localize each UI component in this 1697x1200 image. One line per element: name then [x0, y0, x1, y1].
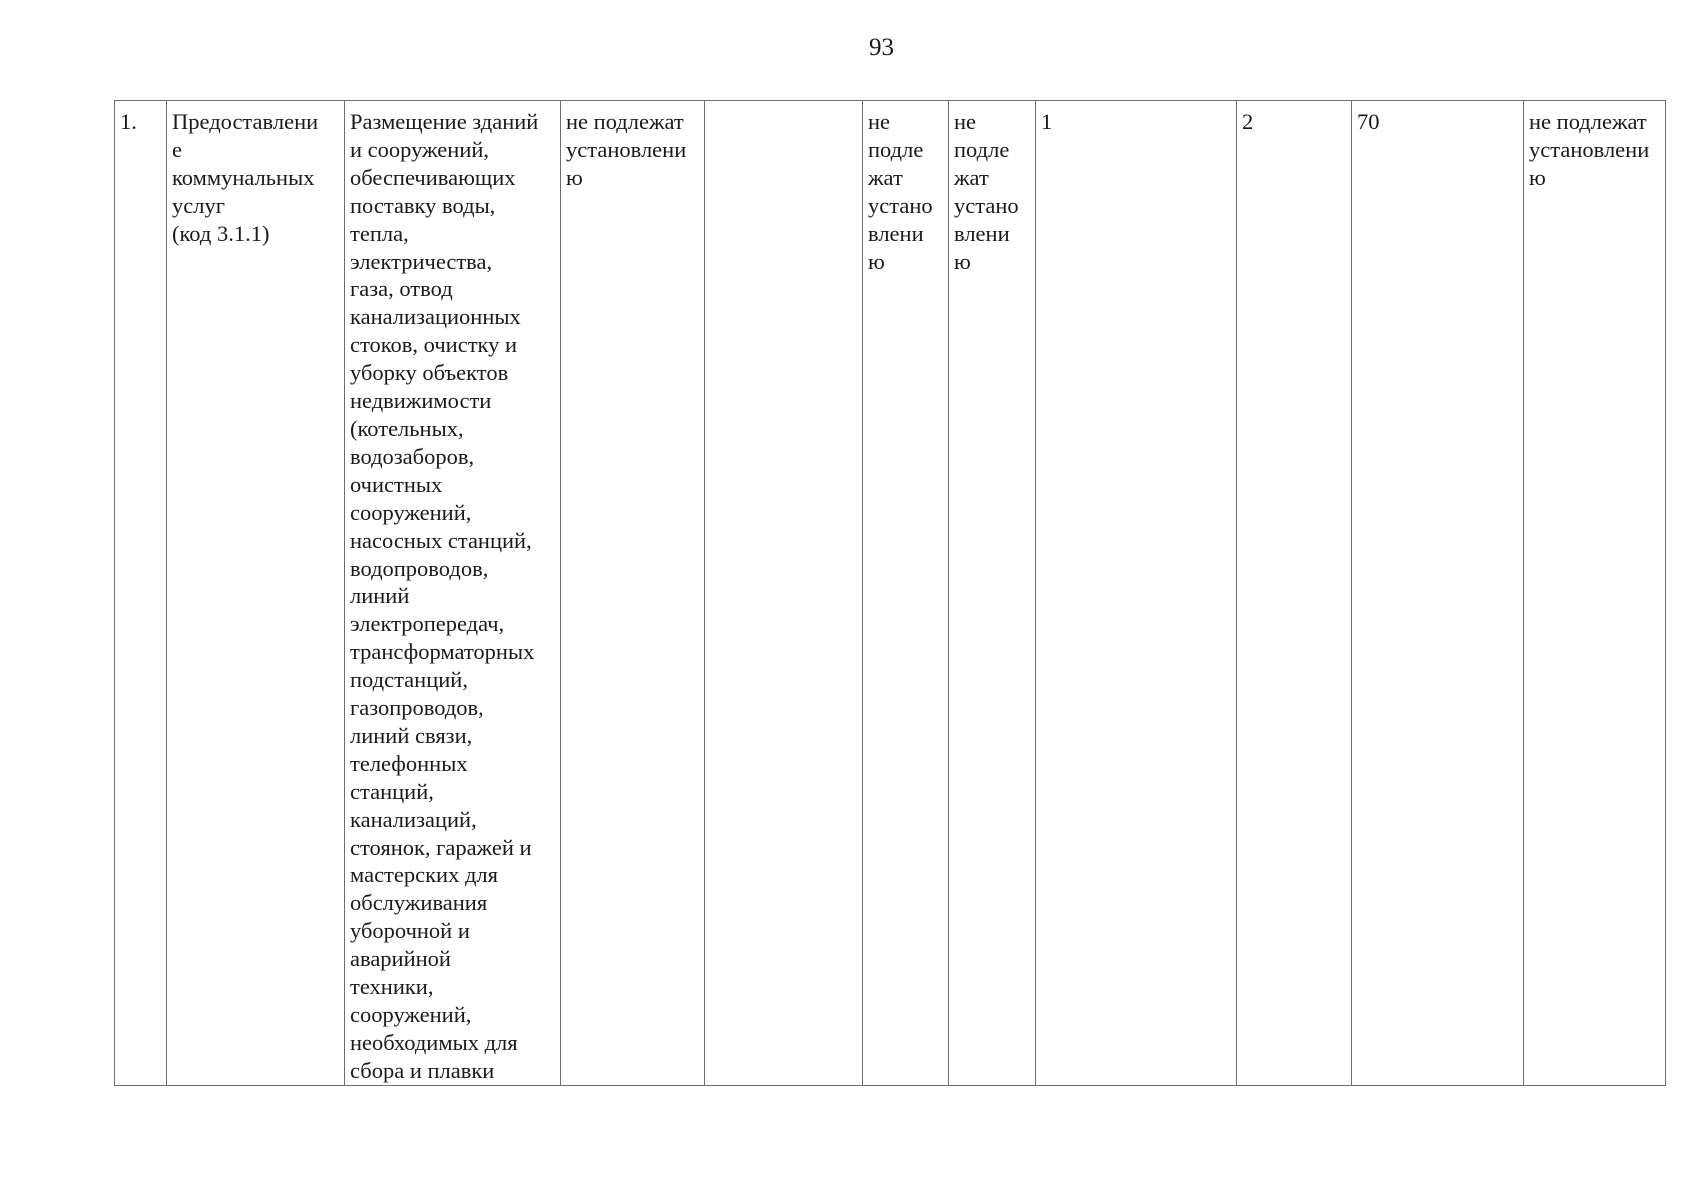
cell-use-type-name: Предоставлени е коммунальных услуг (код 3.1.1) — [167, 101, 345, 1086]
regulation-table — [114, 100, 1666, 1086]
cell-col9: 2 — [1237, 101, 1352, 1086]
cell-col11: не подлежат установлени ю — [1524, 101, 1666, 1086]
cell-col8: 1 — [1036, 101, 1237, 1086]
cell-col4: не подлежат установлени ю — [561, 101, 705, 1086]
cell-col10: 70 — [1352, 101, 1524, 1086]
cell-number: 1. — [115, 101, 167, 1086]
cell-use-type-description: Размещение зданий и сооружений, обеспечивающих поставку воды, тепла, электричества, газа, отвод канализационных стоков, очистку и уборку объектов недвижимости (котельных, водозаборов, очистных сооружений, насосных станций, водопроводов, линий электропередач, трансформаторных подстанций, газопроводов, линий связи, телефонных станций, канализаций, стоянок, гаражей и мастерских для обслуживания уборочной и аварийной техники, сооружений, необходимых для сбора и плавки — [345, 101, 561, 1086]
cell-col5 — [705, 101, 863, 1086]
cell-col7: не подле жат устано влени ю — [949, 101, 1036, 1086]
table-row — [115, 101, 1666, 1086]
cell-col6: не подле жат устано влени ю — [863, 101, 949, 1086]
page-number: 93 — [869, 34, 894, 61]
